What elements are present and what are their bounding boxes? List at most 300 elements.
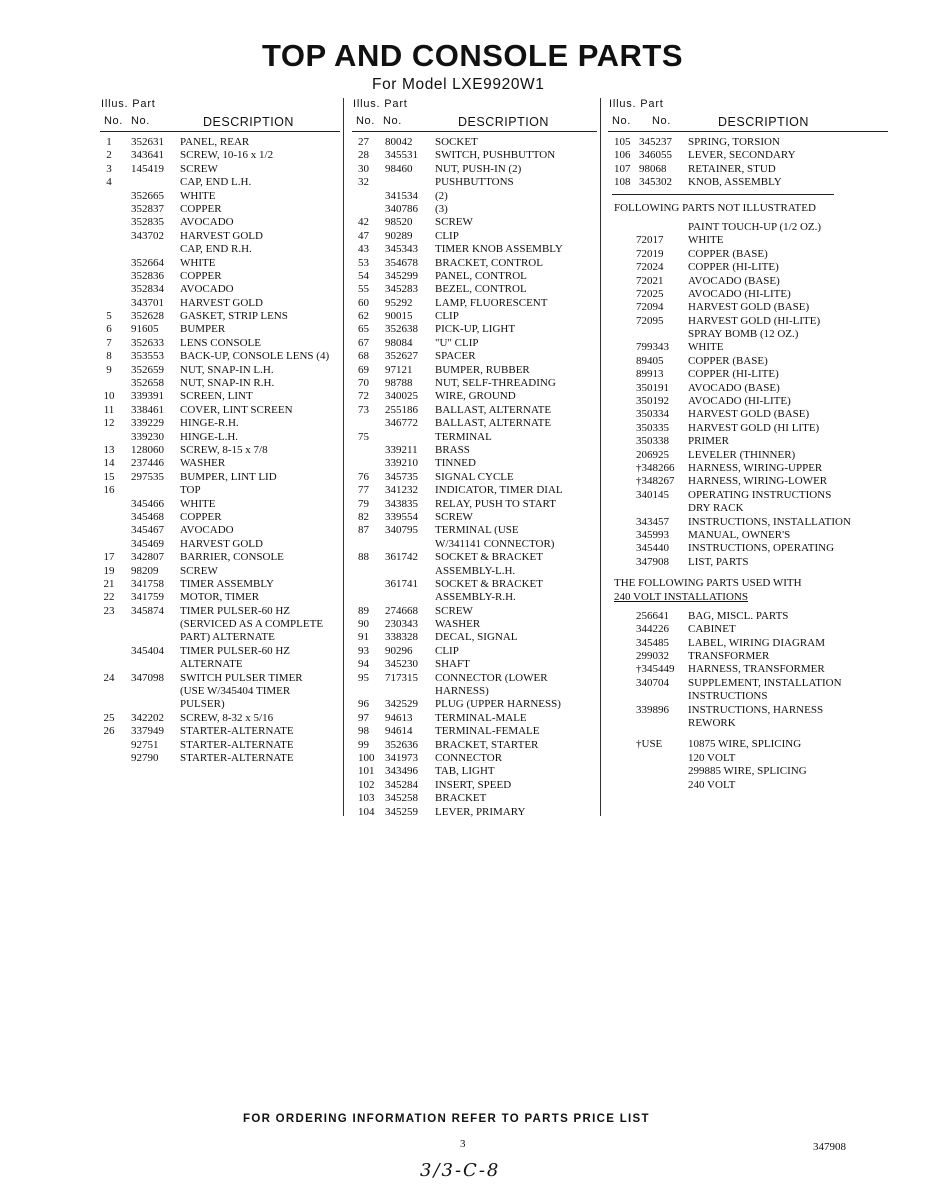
part-number: 256641 [636,609,669,622]
part-number: 72021 [636,274,664,287]
illus-number: 103 [358,792,375,805]
part-number: 345469 [131,537,164,550]
table-row [352,511,597,524]
part-description: CAP, END L.H. [180,176,252,189]
table-row [608,234,888,247]
table-row [352,350,597,363]
table-row [608,591,888,604]
handwritten-note: 3/3-C-8 [420,1160,501,1181]
illus-number: 107 [614,162,631,175]
part-description: CLIP [435,310,459,323]
use-mark: †USE [636,738,663,751]
part-description: PUSHBUTTONS [435,176,514,189]
table-row [352,444,597,457]
part-description: TERMINAL-FEMALE [435,725,540,738]
illus-number: 54 [358,269,369,282]
part-description: SPRING, TORSION [688,136,780,148]
part-description: LIST, PARTS [688,555,749,568]
part-number: 339896 [636,703,669,716]
table-row [608,610,888,623]
part-number: 352636 [385,738,418,751]
table-row [100,752,340,765]
table-row [608,637,888,650]
part-description: ALTERNATE [180,658,243,671]
table-row [608,730,888,738]
illus-number: 42 [358,216,369,229]
part-description: BUMPER [180,323,226,336]
table-row [100,257,340,270]
part-description: LABEL, WIRING DIAGRAM [688,636,825,649]
part-number: 274668 [385,604,418,617]
table-row [100,631,340,644]
illus-number: 65 [358,323,369,336]
table-row [608,382,888,395]
part-description: SWITCH, PUSHBUTTON [435,149,556,162]
part-number: 347098 [131,671,164,684]
illus-number: 87 [358,524,369,537]
part-number: 343457 [636,515,669,528]
part-number: 338328 [385,631,418,644]
table-row [352,725,597,738]
table-row [608,301,888,314]
table-row [100,163,340,176]
part-description: COPPER (BASE) [688,354,768,367]
part-description: STARTER-ALTERNATE [180,738,294,751]
table-row [608,221,888,234]
illus-number: 15 [103,470,115,483]
illus-number: 26 [103,725,115,738]
table-row [100,618,340,631]
table-row [352,752,597,765]
illus-number: 72 [358,390,369,403]
part-number: 345531 [385,149,418,162]
illus-number: 22 [103,591,115,604]
part-number: 345485 [636,636,669,649]
illus-number: 82 [358,510,369,523]
illus-number: 67 [358,336,369,349]
part-number: †348266 [636,461,675,474]
part-number: 95292 [385,296,413,309]
table-row [100,283,340,296]
part-number: 90296 [385,644,413,657]
part-number: 340145 [636,488,669,501]
illus-number: 19 [103,564,115,577]
table-row [352,698,597,711]
part-number: 339391 [131,390,164,403]
part-description: SOCKET & BRACKET [435,551,543,564]
table-row [352,498,597,511]
table-row [608,765,888,778]
part-description: TIMER KNOB ASSEMBLY [435,243,563,256]
illus-number: 5 [106,310,112,323]
illus-number: 11 [103,403,115,416]
table-row [608,462,888,475]
part-number: 354678 [385,256,418,269]
column-divider [600,98,601,816]
use-note-line: 240 VOLT [688,778,736,791]
table-row [100,658,340,671]
table-row [608,288,888,301]
part-number: 345440 [636,542,669,555]
part-number: 91605 [131,323,159,336]
illus-number: 53 [358,256,369,269]
part-number: 72094 [636,301,664,314]
part-number: 343641 [131,149,164,162]
part-description: PANEL, REAR [180,136,250,148]
part-number: 350334 [636,408,669,421]
part-number: 345343 [385,243,418,256]
part-description: PULSER) [180,698,225,711]
parts-list [100,132,340,765]
table-row [608,717,888,730]
table-row [352,712,597,725]
part-number: 345259 [385,805,418,818]
part-description: SWITCH PULSER TIMER [180,671,303,684]
part-description: TAB, LIGHT [435,765,495,778]
part-description: HARVEST GOLD [180,296,263,309]
column-header [352,98,597,132]
part-description: INSERT, SPEED [435,778,512,791]
illus-number: 12 [103,417,115,430]
part-number: 297535 [131,470,164,483]
part-number: 341758 [131,577,164,590]
part-description: INSTRUCTIONS [688,690,768,703]
part-number: 72024 [636,261,664,274]
part-number: 94614 [385,725,413,738]
illus-number: 93 [358,644,369,657]
part-number: 345299 [385,269,418,282]
part-number: 89913 [636,368,664,381]
page-number: 3 [460,1138,466,1150]
part-description: WHITE [180,256,216,269]
part-description: BALLAST, ALTERNATE [435,417,552,430]
part-description: OPERATING INSTRUCTIONS [688,488,832,501]
part-description: LEVER, PRIMARY [435,805,526,818]
part-number: 343496 [385,765,418,778]
part-number: 90289 [385,229,413,242]
illus-number: 69 [358,363,369,376]
part-number: 345735 [385,470,418,483]
table-row [608,569,888,577]
part-number: 361742 [385,551,418,564]
part-description: PRIMER [688,435,729,448]
table-row [608,261,888,274]
part-description: TERMINAL (USE [435,524,519,537]
table-row [352,551,597,564]
table-row [352,739,597,752]
illus-number: 76 [358,470,369,483]
part-number: 345874 [131,604,164,617]
part-description: PANEL, CONTROL [435,269,527,282]
table-row [608,529,888,542]
table-row [352,404,597,417]
part-description: WHITE [180,189,216,202]
part-description: AVOCADO (BASE) [688,381,780,394]
part-number: 341759 [131,591,164,604]
table-row [352,283,597,296]
table-row [352,337,597,350]
part-description: INSTRUCTIONS, OPERATING [688,542,835,555]
part-description: BARRIER, CONSOLE [180,551,284,564]
part-number: 80042 [385,136,413,148]
table-row [100,149,340,162]
table-row [352,765,597,778]
part-description: LEVELER (THINNER) [688,448,796,461]
illus-number: 43 [358,243,369,256]
illus-number: 91 [358,631,369,644]
part-number: 350191 [636,381,669,394]
use-note-line: 299885 WIRE, SPLICING [688,765,807,778]
table-row [608,422,888,435]
part-description: AVOCADO (BASE) [688,274,780,287]
table-row [352,377,597,390]
part-description: BUMPER, LINT LID [180,470,277,483]
table-row [100,645,340,658]
table-row [100,578,340,591]
part-description: LAMP, FLUORESCENT [435,296,548,309]
illus-number: 2 [106,149,112,162]
part-description: ASSEMBLY-L.H. [435,564,516,577]
illus-number: 60 [358,296,369,309]
model-subtitle: For Model LXE9920W1 [372,76,545,93]
part-number: 344226 [636,623,669,636]
table-row [100,685,340,698]
illus-number: 95 [358,671,369,684]
part-description: MANUAL, OWNER'S [688,528,791,541]
part-description: SCREEN, LINT [180,390,253,403]
table-row [608,650,888,663]
part-description: SPACER [435,350,476,363]
part-description: SIGNAL CYCLE [435,470,514,483]
part-description: (3) [435,202,448,215]
part-number: 98209 [131,564,159,577]
part-number: †345449 [636,663,675,676]
table-row [608,677,888,690]
table-row [100,444,340,457]
part-number: 89405 [636,354,664,367]
illus-number: 1 [106,136,112,148]
part-description: NUT, SNAP-IN L.H. [180,363,274,376]
part-number: 350338 [636,435,669,448]
section-heading: FOLLOWING PARTS NOT ILLUSTRATED [614,201,816,214]
part-description: NUT, SNAP-IN R.H. [180,377,275,390]
part-number: 347908 [636,555,669,568]
part-description: DRY RACK [688,502,744,515]
part-description: COPPER (HI-LITE) [688,261,779,274]
table-row [608,190,888,198]
part-number: 128060 [131,443,164,456]
table-row [100,565,340,578]
part-description: LENS CONSOLE [180,336,261,349]
table-row [352,243,597,256]
table-row [608,435,888,448]
illus-number: 98 [358,725,369,738]
table-row [352,457,597,470]
part-number: 799343 [636,341,669,354]
part-number: 345993 [636,528,669,541]
table-row [608,704,888,717]
illus-number: 28 [358,149,369,162]
part-number: 345284 [385,778,418,791]
table-row [352,631,597,644]
illus-number: 106 [614,149,631,162]
part-number: 90015 [385,310,413,323]
part-number: 345468 [131,510,164,523]
part-number: 345404 [131,644,164,657]
part-description: RETAINER, STUD [688,162,776,175]
part-number: 352631 [131,136,164,148]
part-description: SPRAY BOMB (12 OZ.) [688,328,799,341]
table-row [100,297,340,310]
part-description: HARVEST GOLD [180,537,263,550]
part-number: 72019 [636,247,664,260]
part-number: 339230 [131,430,164,443]
part-description: PAINT TOUCH-UP (1/2 OZ.) [688,220,822,233]
part-description: BALLAST, ALTERNATE [435,403,552,416]
part-description: COPPER [180,202,222,215]
part-description: BRACKET [435,792,487,805]
table-row [352,605,597,618]
document-number: 347908 [813,1141,846,1153]
part-description: MOTOR, TIMER [180,591,260,604]
part-number: 97121 [385,363,413,376]
table-row [352,390,597,403]
part-description: INSTRUCTIONS, HARNESS [688,703,824,716]
illus-number: 24 [103,671,115,684]
part-description: TERMINAL [435,430,492,443]
part-description: WHITE [180,497,216,510]
part-number: 341232 [385,484,418,497]
section-heading: THE FOLLOWING PARTS USED WITH [614,577,802,590]
part-number: 352834 [131,283,164,296]
part-number: 343701 [131,296,164,309]
part-number: 98788 [385,377,413,390]
illus-number: 88 [358,551,369,564]
table-row [100,551,340,564]
table-row [608,449,888,462]
part-description: HINGE-R.H. [180,417,239,430]
table-row [100,216,340,229]
part-number: 72025 [636,287,664,300]
part-description: BACK-UP, CONSOLE LENS (4) [180,350,330,363]
part-number: 342529 [385,698,418,711]
part-description: BRASS [435,443,470,456]
illus-number: 108 [614,176,631,189]
table-row [608,315,888,328]
part-description: TERMINAL-MALE [435,711,527,724]
illus-part-header: Illus. Part [101,98,156,110]
part-description: (2) [435,189,448,202]
part-number: 340786 [385,202,418,215]
part-description: CABINET [688,623,736,636]
part-description: SCREW, 8-15 x 7/8 [180,443,268,456]
part-description: SCREW, 8-32 x 5/16 [180,711,274,724]
table-row [100,350,340,363]
part-description: HARVEST GOLD (HI-LITE) [688,314,821,327]
part-description: W/341141 CONNECTOR) [435,537,555,550]
part-number: 98460 [385,162,413,175]
table-row [100,739,340,752]
part-number: 92790 [131,751,159,764]
part-number: 346772 [385,417,418,430]
part-description: HARVEST GOLD [180,229,263,242]
part-description: INDICATOR, TIMER DIAL [435,484,563,497]
table-row [100,203,340,216]
part-number: 206925 [636,448,669,461]
table-row [100,712,340,725]
illus-number: 30 [358,162,369,175]
illus-number: 8 [106,350,112,363]
use-note-line: 10875 WIRE, SPLICING [688,738,802,751]
table-row [352,257,597,270]
part-description: STARTER-ALTERNATE [180,751,294,764]
table-row [608,275,888,288]
part-number: 339554 [385,510,418,523]
part-description: HARVEST GOLD (HI LITE) [688,421,820,434]
illus-number: 62 [358,310,369,323]
description-header: DESCRIPTION [458,115,549,129]
table-row [352,565,597,578]
table-row [352,216,597,229]
part-number: 361741 [385,577,418,590]
part-description: BAG, MISCL. PARTS [688,609,789,622]
part-number: 72095 [636,314,664,327]
part-description: BRACKET, CONTROL [435,256,543,269]
table-row [100,538,340,551]
part-number: 345230 [385,658,418,671]
part-description: CLIP [435,644,459,657]
table-row [352,310,597,323]
table-row [352,163,597,176]
ordering-note: FOR ORDERING INFORMATION REFER TO PARTS PRICE LIST [243,1113,650,1125]
description-header: DESCRIPTION [203,115,294,129]
table-row [608,395,888,408]
illus-number: 7 [106,336,112,349]
part-number: 98068 [639,162,667,175]
part-description: BEZEL, CONTROL [435,283,527,296]
table-row [100,698,340,711]
part-description: SCREW [435,604,473,617]
part-number: 352665 [131,189,164,202]
part-description: CLIP [435,229,459,242]
table-row [608,149,888,162]
part-number: 345237 [639,136,672,148]
column-header [100,98,340,132]
parts-column-2 [352,98,597,819]
table-row [352,323,597,336]
illus-number: 10 [103,390,115,403]
table-row [352,230,597,243]
part-description: SCREW [180,162,218,175]
illus-number: 96 [358,698,369,711]
illus-number: 99 [358,738,369,751]
part-number: 72017 [636,234,664,247]
illus-number: 89 [358,604,369,617]
part-number: 352835 [131,216,164,229]
part-number: 92751 [131,738,159,751]
table-row [608,489,888,502]
table-row [100,431,340,444]
table-row [100,176,340,189]
table-row [352,779,597,792]
part-description: CONNECTOR [435,751,503,764]
illus-number: 47 [358,229,369,242]
parts-column-1 [100,98,340,765]
part-number: 337949 [131,725,164,738]
part-number: 345258 [385,792,418,805]
table-row [100,457,340,470]
part-number: 352659 [131,363,164,376]
